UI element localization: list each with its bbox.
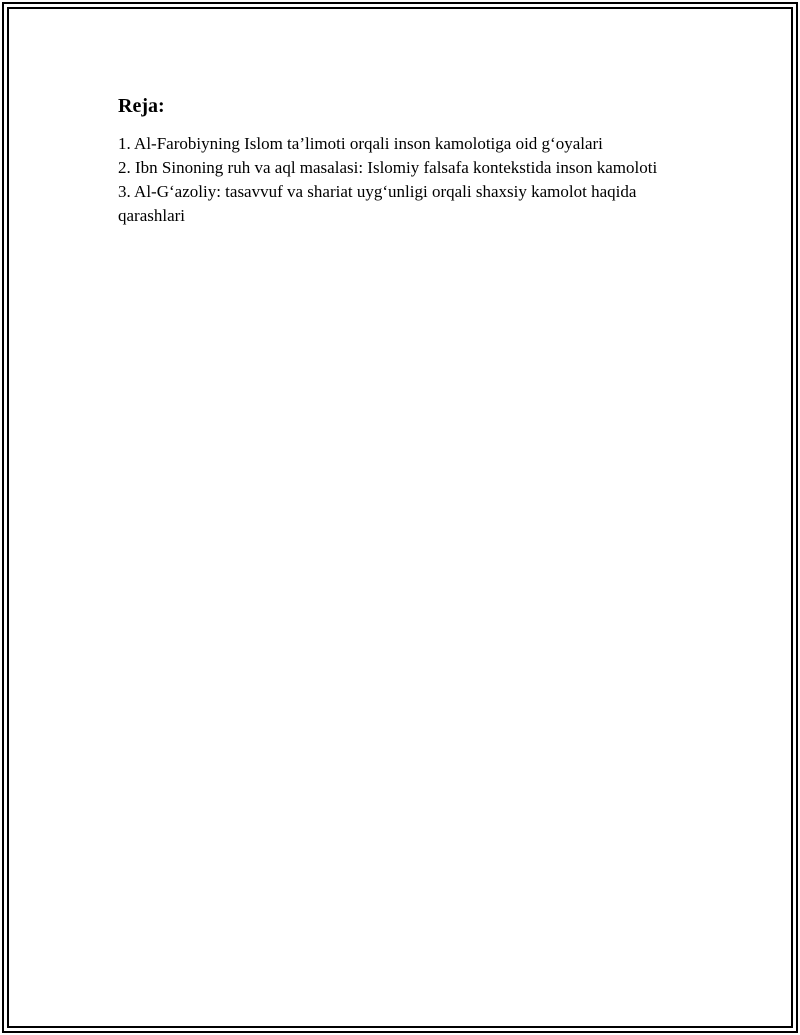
plan-item-3: 3. Al-G‘azoliy: tasavvuf va shariat uyg‘unligi orqali shaxsiy kamolot haqida qarashlari (118, 182, 637, 225)
plan-list (118, 132, 698, 228)
plan-item-2: 2. Ibn Sinoning ruh va aql masalasi: Islomiy falsafa kontekstida inson kamoloti (118, 158, 658, 177)
plan-heading: Reja: (118, 95, 165, 117)
plan-item-1: 1. Al-Farobiyning Islom ta’limoti orqali inson kamolotiga oid g‘oyalari (118, 134, 603, 153)
page-content (118, 94, 698, 228)
